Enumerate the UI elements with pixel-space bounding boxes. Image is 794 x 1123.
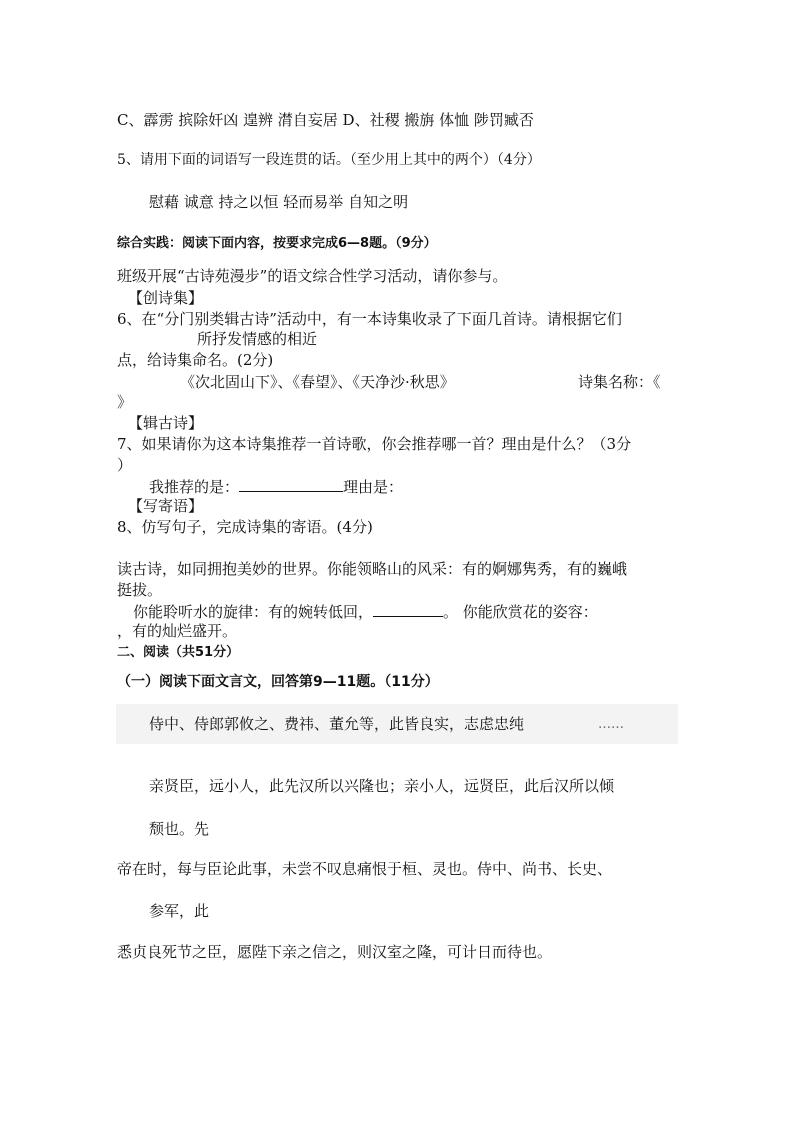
recommend-label: 我推荐的是： [149,478,240,496]
question-8-para1-line1: 读古诗，如同拥抱美妙的世界。你能领略山的风采：有的婀娜隽秀，有的巍峨 [117,560,628,578]
section-2-title: 二、阅读（共51分） [117,645,240,660]
question-8: 8、仿写句子，完成诗集的寄语。(4分) [117,518,373,536]
activity-intro: 班级开展“古诗苑漫步”的语文综合性学习活动，请你参与。 [117,267,508,285]
classical-text-line6: 悉贞良死节之臣，愿陛下亲之信之，则汉室之隆，可计日而待也。 [117,943,553,961]
question-5: 5、请用下面的词语写一段连贯的话。（至少用上其中的两个）（4分） [117,152,541,168]
water-answer-blank[interactable] [373,602,443,617]
question-8-para1-line2: 挺拔。 [117,581,163,599]
question-7-line1: 7、如果请你为这本诗集推荐一首诗歌，你会推荐哪一首？理由是什么？（3分 [117,435,632,453]
classical-text-line2: 亲贤臣，远小人，此先汉所以兴隆也；亲小人，远贤臣，此后汉所以倾 [149,777,615,795]
question-6-poems: 《次北固山下》、《春望》、《天净沙·秋思》 [180,373,455,391]
question-8-para2-line2: ，有的灿烂盛开。 [117,622,238,640]
question-6-collection-label: 诗集名称：《 [578,373,661,391]
classical-text-line3: 颓也。先 [149,820,210,838]
question-8-para2-line1 [133,602,598,621]
question-7-line2: ） [117,456,133,474]
water-clause: 你能聆听水的旋律：有的婉转低回， [133,603,374,621]
question-6-line3: 点，给诗集命名。(2分) [117,351,274,369]
classical-text-line4: 帝在时，每与臣论此事，未尝不叹息痛恨于桓、灵也。侍中、尚书、长史、 [117,860,613,878]
question-6-line2: 所抒发情感的相近 [197,330,318,348]
question-6-close-bracket: 》 [117,393,133,411]
options-c-d: C、霹雳 摈除奸凶 遑辨 潸自妄居 D、社稷 搬旃 体恤 陟罚臧否 [117,111,534,129]
tag-create-collection: 【创诗集】 [128,289,204,307]
question-7-answer-row [149,477,403,496]
question-6-line1: 6、在“分门别类辑古诗”活动中，有一本诗集收录了下面几首诗。请根据它们 [117,310,622,328]
classical-text-ellipsis: …… [598,717,624,732]
tag-write-message: 【写寄语】 [128,497,204,515]
comprehensive-practice-title: 综合实践：阅读下面内容，按要求完成6—8题。（9分） [117,236,437,251]
recommend-answer-blank[interactable] [239,477,343,492]
classical-text-line5: 参军，此 [149,902,210,920]
classical-text-line1: 侍中、侍郎郭攸之、费祎、董允等，此皆良实，志虑忠纯 [149,715,525,733]
flower-clause: 。 你能欣赏花的姿容： [443,603,598,621]
part-1-title: （一）阅读下面文言文，回答第9—11题。（11分） [117,674,439,690]
question-5-words: 慰藉 诚意 持之以恒 轻而易举 自知之明 [149,193,409,211]
reason-label: 理由是： [343,478,404,496]
tag-compile-poems: 【辑古诗】 [128,414,204,432]
